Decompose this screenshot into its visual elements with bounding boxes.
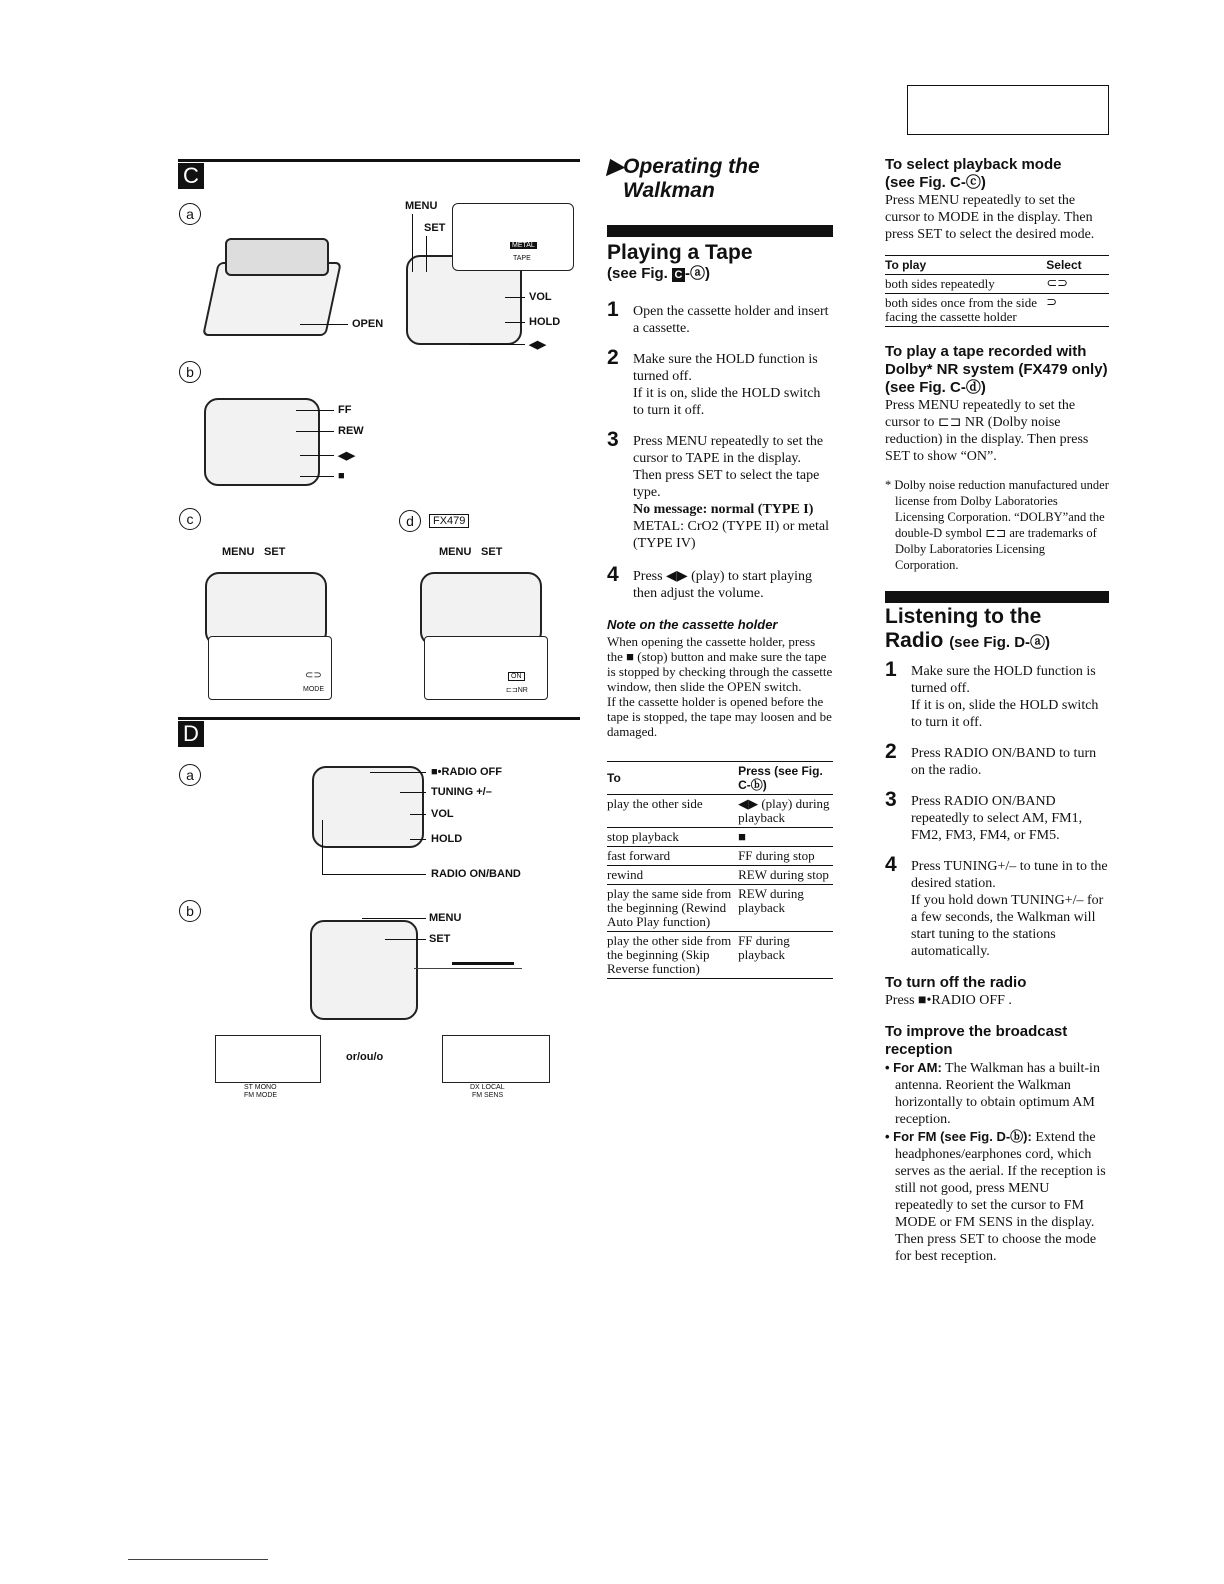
fm-text: Extend the headphones/earphones cord, which serves as the aerial. If the reception is still not good, press MENU repeatedly to set the cursor to FM MODE or FM SENS in the display. Then press SET to choose the mode for best reception. [895,1130,1106,1264]
table-cell: play the same side from the beginning (Rewind Auto Play function) [607,885,738,932]
step-text: Press RADIO ON/BAND to turn on the radio. [911,746,1097,778]
walkman-d-a-illustration [312,766,424,848]
stop-leader [300,476,334,477]
table-cell: ◀▶ (play) during playback [738,795,833,828]
note-text: When opening the cassette holder, press the ■ (stop) button and make sure the tape is stopped by checking through the cassette window, then slide the OPEN switch. [607,634,833,694]
cord-line [414,968,522,969]
label-d-set: SET [481,546,503,558]
dolby-title: To play a tape recorded with Dolby* NR system (FX479 only) (see Fig. C-ⓓ) [885,343,1108,396]
radio-step-3 [885,788,1109,844]
display-c-d [424,636,548,700]
table-cell: ⊃ [1046,294,1109,327]
step-text: If it is on, slide the HOLD switch to turn it off. [911,698,1099,730]
improve-title: To improve the broadcast reception [885,1023,1068,1058]
display-d-1-mode: ST MONO [244,1084,277,1091]
note-text-2: If the cassette holder is opened before the tape is stopped, the tape may loosen and be damaged. [607,694,832,739]
step-text: No message: normal (TYPE I) [633,502,814,517]
radio-title-word: Radio [885,629,944,652]
walkman-c-d-illustration [420,572,542,646]
radio-subtitle: (see Fig. D-ⓐ) [949,634,1051,651]
figure-c-d-marker: d [399,510,421,532]
display-d-1-fm: FM MODE [244,1092,278,1099]
radio-step-1 [885,658,1109,731]
vol-d-leader [410,814,426,815]
playing-title: Playing a Tape [607,241,753,264]
footer-rule [128,1559,268,1560]
fm-bullet [885,1128,1109,1265]
display-d-2 [442,1035,550,1083]
walkman-c-b-illustration [204,398,320,486]
step-text: Then press SET to select the tape type. [633,468,820,500]
label-set-d: SET [429,933,451,945]
table-cell: play the other side [607,795,738,828]
table-cell: both sides once from the side facing the cassette holder [885,294,1046,327]
fm-label: • For FM (see Fig. D-ⓑ): [885,1129,1032,1144]
display-d-1 [215,1035,321,1083]
table-row [885,294,1109,327]
playing-step-1 [607,298,833,337]
radio-step-2 [885,740,1109,779]
label-rew: REW [338,425,364,437]
label-ff: FF [338,404,352,416]
playing-fig-badge: C [672,268,685,282]
table-row [607,932,833,979]
table-header: To play [885,256,1046,275]
label-c-set: SET [264,546,286,558]
display-d-2-fm: FM SENS [472,1092,504,1099]
playing-fig-ref: -ⓐ) [685,265,711,282]
note-title: Note on the cassette holder [607,617,778,632]
am-text: The Walkman has a built-in antenna. Reorient the Walkman horizontally to obtain optimum AM reception. [895,1061,1100,1127]
column-modes-radio [885,156,1109,1265]
table-row [607,847,833,866]
step-text: METAL: CrO2 (TYPE II) or metal (TYPE IV) [633,519,829,551]
label-tuning: TUNING +/– [431,786,492,798]
figure-d-a-marker: a [179,764,201,786]
radio-off-leader [370,772,426,773]
walkman-d-b-illustration [310,920,418,1020]
display-c-mode: MODE [303,686,324,693]
set-d-leader [385,939,426,940]
select-mode-text: Press MENU repeatedly to set the cursor to MODE in the display. Then press SET to select the desired mode. [885,193,1095,242]
open-leader [300,324,348,325]
step-number: 4 [885,853,897,876]
table-row [607,866,833,885]
operating-title-line2: Walkman [623,179,715,202]
step-text: Open the cassette holder and insert a cassette. [633,304,829,336]
step-number: 3 [885,788,897,811]
label-set: SET [424,222,446,234]
label-hold: HOLD [529,316,561,328]
display-c-on: ON [508,672,525,681]
play-b-leader [300,455,334,456]
menu-leader [412,214,413,272]
step-text: Press ◀▶ (play) to start playing then adjust the volume. [633,569,813,601]
cassette-lid-illustration [225,238,329,276]
table-cell: ■ [738,828,833,847]
label-stop: ■ [338,470,345,482]
figure-c-c-marker: c [179,508,201,530]
step-text: Press MENU repeatedly to set the cursor to TAPE in the display. [633,434,824,466]
am-label: • For AM: [885,1060,942,1075]
label-radio-off: ■•RADIO OFF [431,766,502,778]
column-playing-tape [607,155,833,979]
playing-step-3 [607,428,833,552]
step-number: 1 [885,658,897,681]
figure-c-a-marker: a [179,203,201,225]
playing-step-2 [607,346,833,419]
display-d-2-mode: DX LOCAL [470,1084,505,1091]
step-text: Make sure the HOLD function is turned off. [633,352,818,384]
cord-arrow [452,962,514,965]
step-number: 2 [607,346,619,369]
ff-leader [296,410,334,411]
step-text: Make sure the HOLD function is turned off. [911,664,1096,696]
menu-d-leader [362,918,426,919]
figure-d-label: D [178,721,204,747]
radio-off-title: To turn off the radio [885,974,1027,991]
radio-on-vleader [322,820,323,874]
label-vol-d: VOL [431,808,454,820]
display-c-repeat: ⊂⊃ [305,670,322,681]
radio-step-4 [885,853,1109,960]
figure-d-rule [178,717,580,720]
label-fx479: FX479 [429,514,469,528]
step-number: 4 [607,563,619,586]
display-tape: TAPE [513,255,531,262]
dolby-footnote: * Dolby noise reduction manufactured under license from Dolby Laboratories Licensing Corporation. “DOLBY”and the double-D symbol ⊏⊐ are trademarks of Dolby Laboratories Licensing Corporation. [885,478,1109,572]
header-blank-box [907,85,1109,135]
table-cell: rewind [607,866,738,885]
step-text: Press TUNING+/– to tune in to the desired station. [911,859,1108,891]
label-hold-d: HOLD [431,833,463,845]
playing-subtitle [607,265,833,283]
walkman-c-c-illustration [205,572,327,646]
table-header: Select [1046,256,1109,275]
table-cell: stop playback [607,828,738,847]
table-cell: play the other side from the beginning (Skip Reverse function) [607,932,738,979]
label-vol: VOL [529,291,552,303]
label-radio-on: RADIO ON/BAND [431,868,521,880]
radio-on-leader [322,874,426,875]
radio-off-text: Press ■•RADIO OFF . [885,993,1012,1008]
label-play-b: ◀▶ [338,450,355,462]
select-mode-subtitle: (see Fig. C-ⓒ) [885,174,986,191]
step-text: If it is on, slide the HOLD switch to turn it off. [633,386,821,418]
table-row [607,795,833,828]
mode-table [885,255,1109,327]
hold-d-leader [410,839,426,840]
table-row [607,828,833,847]
label-c-menu: MENU [222,546,255,558]
set-leader [426,236,427,272]
figure-d-b-marker: b [179,900,201,922]
table-cell: fast forward [607,847,738,866]
figure-c-rule [178,159,580,162]
table-row [885,275,1109,294]
label-play: ◀▶ [529,339,546,351]
table-cell: ⊂⊃ [1046,275,1109,294]
playing-sub-text: (see Fig. [607,265,668,282]
radio-title-line1: Listening to the [885,605,1042,628]
table-header: To [607,762,738,795]
label-menu-d: MENU [429,912,462,924]
operating-title-line1: ▶Operating the [607,155,760,178]
step-number: 1 [607,298,619,321]
label-open: OPEN [352,318,384,330]
step-number: 3 [607,428,619,451]
step-number: 2 [885,740,897,763]
label-menu: MENU [405,200,438,212]
table-cell: REW during playback [738,885,833,932]
table-cell: FF during playback [738,932,833,979]
figure-c-b-marker: b [179,361,201,383]
display-metal: METAL [512,242,535,249]
label-d-menu: MENU [439,546,472,558]
step-text: If you hold down TUNING+/– for a few seconds, the Walkman will start tuning to the stations automatically. [911,893,1104,959]
table-row [607,885,833,932]
playing-black-bar [607,225,833,237]
select-mode-title: To select playback mode [885,156,1062,173]
table-cell: REW during stop [738,866,833,885]
display-c-dnr: ⊏⊐NR [506,687,528,694]
vol-leader [505,297,525,298]
dolby-text: Press MENU repeatedly to set the cursor to ⊏⊐ NR (Dolby noise reduction) in the display. Then press SET to show “ON”. [885,398,1089,464]
radio-black-bar [885,591,1109,603]
hold-leader [505,322,525,323]
table-header: Press (see Fig. C-ⓑ) [738,762,833,795]
label-or: or/ou/o [346,1051,384,1063]
rew-leader [296,431,334,432]
playback-table [607,761,833,979]
table-cell: FF during stop [738,847,833,866]
tuning-leader [400,792,426,793]
radio-title-line2 [885,629,1109,653]
am-bullet [885,1059,1109,1128]
step-text: Press RADIO ON/BAND repeatedly to select AM, FM1, FM2, FM3, FM4, or FM5. [911,794,1083,843]
play-leader [470,344,525,345]
table-cell: both sides repeatedly [885,275,1046,294]
figure-c-label: C [178,163,204,189]
playing-step-4 [607,563,833,602]
